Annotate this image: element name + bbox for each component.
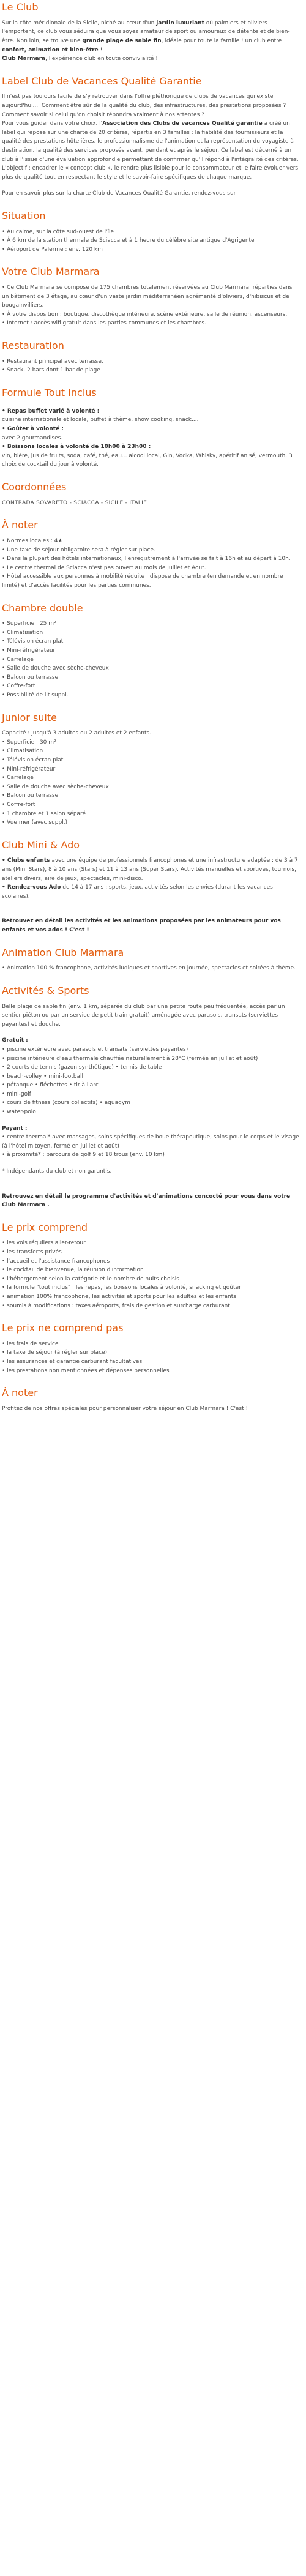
list-item: • à proximité* : parcours de golf 9 et 18 trous (env. 10 km)	[2, 1152, 165, 1159]
prix-comprend-list	[2, 1239, 300, 1310]
section-title: Le Club	[2, 1, 39, 13]
section-le-club	[2, 1, 300, 64]
section-animation	[2, 947, 300, 973]
list-item: • 2 courts de tennis (gazon synthétique) • tennis de table	[2, 1064, 162, 1071]
section-restauration	[2, 340, 300, 375]
list-item: • Climatisation	[2, 748, 43, 755]
address: CONTRADA SOVARETO - SCIACCA - SICILE - ITALIE	[2, 499, 147, 506]
list-item: • Balcon ou terrasse	[2, 674, 59, 681]
offres-text: Profitez de nos offres spéciales pour personnaliser votre séjour en Club Marmara ! C'est !	[2, 1405, 248, 1412]
list-item: • animation 100% francophone, les activités et sports pour les adultes et les enfants	[2, 1293, 236, 1300]
retrouvez-text: Retrouvez en détail le programme d'activités et d'animations concocté pour vous dans votre Club Marmara .	[2, 1193, 291, 1209]
list-item: • Vue mer (avec suppl.)	[2, 819, 68, 826]
list-item: • Snack, 2 bars dont 1 bar de plage	[2, 367, 100, 374]
list-item: • Hôtel accessible aux personnes à mobilité réduite : dispose de chambre (en demande et en nombre limité) et d'accès facilités pour les parties communes.	[2, 573, 283, 589]
list-item: • Internet : accès wifi gratuit dans les parties communes et les chambres.	[2, 320, 206, 327]
list-item: • les assurances et garantie carburant facultatives	[2, 1359, 143, 1365]
list-item: • 1 chambre et 1 salon séparé	[2, 810, 86, 817]
section-activites	[2, 985, 300, 1176]
label-paragraph: Pour vous guider dans votre choix, l'Association des Clubs de vacances Qualité garantie a créé un label qui repose sur une charte de 20 critères, répartis en 3 familles : la fiabilité des fournisseurs et la qualité des prestations hôtelières, le professionnalisme de l'animation et la représentation du voyagiste à destination, la qualité des services proposés avant, pendant et après le séjour. Ce label est décerné à un club à l'issue d'une évaluation approfondie permettant de confirmer qu'il répond à l'intégralité des critères.	[2, 121, 299, 163]
section-title: Coordonnées	[2, 480, 67, 493]
animation-list	[2, 964, 300, 973]
section-situation	[2, 210, 300, 255]
list-item: • À votre disposition : boutique, discothèque intérieure, scène extérieure, salle de réunion, ascenseurs.	[2, 311, 288, 318]
list-item: • Animation 100 % francophone, activités ludiques et sportives en journée, spectacles et soirées à thème.	[2, 965, 296, 972]
formule-label: • Goûter à volonté :	[2, 425, 64, 432]
formule-label: • Boissons locales à volonté de 10h00 à 23h00 :	[2, 444, 151, 450]
list-item: • Aéroport de Palerme : env. 120 km	[2, 246, 103, 253]
list-item: • Superficie : 25 m²	[2, 621, 56, 627]
list-item: • Restaurant principal avec terrasse.	[2, 358, 103, 365]
section-prix-ne-comprend	[2, 1322, 300, 1375]
label-link-paragraph: Pour en savoir plus sur la charte Club de Vacances Qualité Garantie, rendez-vous sur	[2, 190, 236, 197]
restauration-list	[2, 357, 300, 375]
list-item: • les transferts privés	[2, 1249, 62, 1256]
section-title: Restauration	[2, 340, 64, 352]
label-paragraph: Il n'est pas toujours facile de s'y retrouver dans l'offre pléthorique de clubs de vacances qui existe aujourd'hui.... Comment être sûr de la qualité du club, des infrastructures, des prestations proposées ? Comment savoir si celui qu'on choisit répondra vraiment à nos attentes ?	[2, 94, 286, 118]
intro-paragraph: Sur la côte méridionale de la Sicile, niché au cœur d'un jardin luxuriant où palmiers et oliviers l'emportent, ce club vous séduira que vous soyez amateur de sport ou amoureux de détente et de bien-être. Non loin, se trouve une grande plage de sable fin, idéale pour toute la famille ! un club entre confort, animation et bien-être !	[2, 20, 290, 53]
section-title: Situation	[2, 209, 46, 222]
list-item: • Au calme, sur la côte sud-ouest de l'île	[2, 228, 114, 235]
section-title: À noter	[2, 1387, 38, 1399]
section-title: À noter	[2, 519, 38, 531]
list-item: • soumis à modifications : taxes aéroports, frais de gestion et surcharge carburant	[2, 1302, 230, 1309]
gratuit-label: Gratuit :	[2, 1037, 28, 1044]
section-prix-comprend	[2, 1222, 300, 1310]
list-item: • la formule "tout inclus" : les repas, les boissons locales à volonté, snacking et goûter	[2, 1285, 241, 1291]
section-title: Le prix ne comprend pas	[2, 1322, 124, 1334]
gratuit-list	[2, 1045, 300, 1117]
section-title: Le prix comprend	[2, 1221, 88, 1233]
list-item: • Coffre-fort	[2, 801, 35, 808]
list-item: • water-polo	[2, 1109, 36, 1116]
list-item: • centre thermal* avec massages, soins spécifiques de boue thérapeutique, soins pour le corps et le visage (à l'hôtel mitoyen, fermé en juillet et août)	[2, 1134, 299, 1149]
section-title: Animation Club Marmara	[2, 946, 124, 958]
section-coordonnees	[2, 481, 300, 507]
list-item: • les vols réguliers aller-retour	[2, 1240, 86, 1247]
club-list	[2, 283, 300, 328]
list-item: • Une taxe de séjour obligatoire sera à régler sur place.	[2, 547, 155, 553]
list-item: • Balcon ou terrasse	[2, 793, 59, 799]
formule-text: avec 2 gourmandises.	[2, 435, 63, 441]
formule-text: vin, bière, jus de fruits, soda, café, thé, eau... alcool local, Gin, Vodka, Whisky, apéritif anisé, vermouth, 3 choix de cocktail du jour à volonté.	[2, 452, 293, 468]
section-title: Activités & Sports	[2, 984, 89, 996]
section-retrouvez-enfants	[2, 917, 300, 935]
list-item: • Coffre-fort	[2, 683, 35, 690]
list-item: • Ce Club Marmara se compose de 175 chambres totalement réservées au Club Marmara, réparties dans un bâtiment de 3 étage, au cœur d'un vaste jardin méditerranéen agrémenté d'oliviers, d'hibiscus et de bougainvilliers.	[2, 285, 293, 309]
payant-list	[2, 1133, 300, 1160]
section-title: Formule Tout Inclus	[2, 387, 97, 399]
section-junior-suite	[2, 712, 300, 827]
mini-club-paragraph: • Clubs enfants avec une équipe de professionnels francophones et une infrastructure adaptée : de 3 à 7 ans (Mini Stars), 8 à 10 ans (Stars) et 11 à 13 ans (Super Stars). Activités manuelles et sportives, tournois, ateliers divers, aire de jeux, spectacles, mini-disco.	[2, 857, 298, 882]
list-item: • les frais de service	[2, 1340, 59, 1347]
list-item: • le cocktail de bienvenue, la réunion d'information	[2, 1267, 144, 1274]
list-item: • Possibilité de lit suppl.	[2, 692, 69, 698]
list-item: • piscine intérieure d'eau thermale chauffée naturellement à 28°C (fermée en juillet et août)	[2, 1055, 258, 1062]
list-item: • Télévision écran plat	[2, 757, 64, 764]
list-item: • Normes locales : 4★	[2, 538, 63, 545]
list-item: • mini-golf	[2, 1091, 31, 1097]
payant-label: Payant :	[2, 1125, 28, 1132]
section-title: Votre Club Marmara	[2, 266, 100, 278]
section-a-noter-final	[2, 1387, 300, 1413]
chambre-list	[2, 619, 300, 700]
suite-list	[2, 738, 300, 827]
prix-ne-comprend-list	[2, 1340, 300, 1375]
ado-paragraph: • Rendez-vous Ado de 14 à 17 ans : sports, jeux, activités selon les envies (durant les vacances scolaires).	[2, 884, 273, 900]
list-item: • l'accueil et l'assistance francophones	[2, 1258, 110, 1264]
capacity-text: Capacité : jusqu'à 3 adultes ou 2 adultes et 2 enfants.	[2, 730, 152, 737]
list-item: • l'hébergement selon la catégorie et le nombre de nuits choisis	[2, 1275, 179, 1282]
list-item: • Dans la plupart des hôtels internationaux, l'enregistrement à l'arrivée se fait à 16h et au départ à 10h.	[2, 556, 291, 562]
list-item: • beach-volley • mini-football	[2, 1073, 83, 1080]
list-item: • pétanque • fléchettes • tir à l'arc	[2, 1082, 99, 1089]
section-label	[2, 75, 300, 198]
formule-text: cuisine internationale et locale, buffet à thème, show cooking, snack....	[2, 417, 199, 424]
list-item: • Mini-réfrigérateur	[2, 766, 56, 772]
list-item: • Mini-réfrigérateur	[2, 648, 56, 654]
section-title: Chambre double	[2, 602, 83, 614]
list-item: • Superficie : 30 m²	[2, 739, 56, 745]
section-formule	[2, 387, 300, 469]
section-club-mini	[2, 839, 300, 902]
list-item: • Climatisation	[2, 629, 43, 636]
a-noter-list	[2, 537, 300, 590]
section-title: Label Club de Vacances Qualité Garantie	[2, 75, 202, 87]
tagline-paragraph: Club Marmara, l'expérience club en toute convivialité !	[2, 56, 158, 62]
list-item: • Carrelage	[2, 656, 34, 663]
list-item: • Carrelage	[2, 775, 34, 782]
list-item: • Le centre thermal de Sciacca n'est pas ouvert au mois de Juillet et Aout.	[2, 564, 206, 571]
beach-text: Belle plage de sable fin (env. 1 km, séparée du club par une petite route peu fréquentée, accès par un sentier piéton ou par un service de petit train gratuit) aménagée avec parasols, transats (serviettes payantes) et douche.	[2, 1003, 285, 1028]
section-votre-club	[2, 266, 300, 328]
section-title: Junior suite	[2, 711, 57, 723]
situation-list	[2, 228, 300, 255]
section-a-noter	[2, 519, 300, 590]
formule-label: • Repas buffet varié à volonté :	[2, 408, 100, 414]
list-item: • cours de fitness (cours collectifs) • aquagym	[2, 1100, 130, 1107]
section-retrouvez-programme	[2, 1192, 300, 1210]
footnote: * Indépendants du club et non garantis.	[2, 1168, 112, 1174]
list-item: • Salle de douche avec sèche-cheveux	[2, 783, 109, 790]
list-item: • les prestations non mentionnées et dépenses personnelles	[2, 1367, 170, 1374]
label-paragraph: L'objectif : encadrer le « concept club », le rendre plus lisible pour le consommateur et le faire évoluer vers plus de qualité tout en respectant le style et le savoir-faire spécifiques de chaque marque.	[2, 165, 299, 181]
list-item: • Salle de douche avec sèche-cheveux	[2, 665, 109, 672]
retrouvez-text: Retrouvez en détail les activités et les animations proposées par les animateurs pour vos enfants et vos ados ! C'est !	[2, 918, 281, 933]
list-item: • piscine extérieure avec parasols et transats (serviettes payantes)	[2, 1046, 188, 1053]
list-item: • la taxe de séjour (à régler sur place)	[2, 1350, 108, 1356]
section-title: Club Mini & Ado	[2, 838, 80, 851]
section-chambre-double	[2, 602, 300, 700]
list-item: • Télévision écran plat	[2, 638, 64, 645]
list-item: • À 6 km de la station thermale de Sciacca et à 1 heure du célèbre site antique d'Agrigente	[2, 237, 255, 244]
